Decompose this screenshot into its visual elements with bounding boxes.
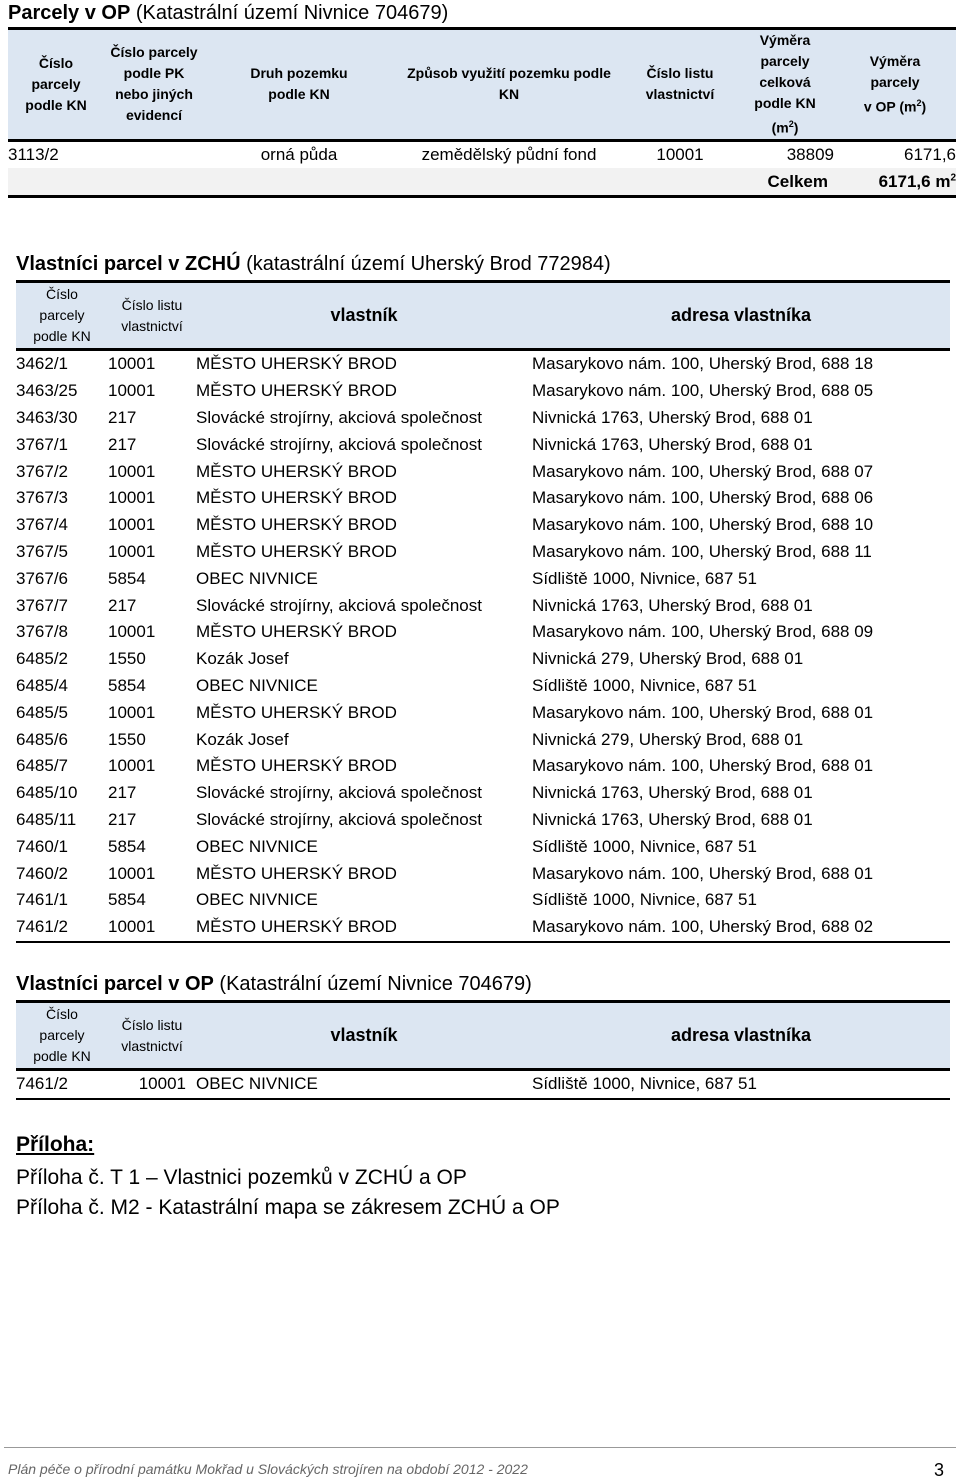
cell-lv: 217 xyxy=(108,595,137,615)
footer-text: Plán péče o přírodní památku Mokřad u Slováckých strojíren na období 2012 - 2022 xyxy=(8,1461,528,1477)
table-row xyxy=(16,914,950,942)
cell-parcel: 3767/5 xyxy=(16,541,68,561)
cell-parcel: 3462/1 xyxy=(16,354,68,374)
op-cell-pk xyxy=(104,140,204,168)
cell-lv: 10001 xyxy=(138,1074,186,1094)
cell-lv: 217 xyxy=(108,434,137,454)
cell-lv: 5854 xyxy=(108,568,146,588)
cell-owner: OBEC NIVNICE xyxy=(196,675,318,695)
cell-address: Nivnická 279, Uherský Brod, 688 01 xyxy=(532,649,804,669)
cell-address: Nivnická 1763, Uherský Brod, 688 01 xyxy=(532,595,813,615)
cell-address: Masarykovo nám. 100, Uherský Brod, 688 01 xyxy=(532,702,874,722)
table-row xyxy=(16,780,950,807)
cell-parcel: 7461/2 xyxy=(16,1074,68,1094)
cell-parcel: 6485/5 xyxy=(16,702,68,722)
cell-address: Nivnická 1763, Uherský Brod, 688 01 xyxy=(532,783,813,803)
cell-lv: 217 xyxy=(108,783,137,803)
footer-divider xyxy=(4,1447,956,1448)
table-row xyxy=(16,860,950,887)
table-row xyxy=(16,350,950,378)
table-row xyxy=(16,431,950,458)
table-row xyxy=(16,1070,950,1099)
cell-lv: 10001 xyxy=(108,622,156,642)
cell-lv: 10001 xyxy=(108,702,156,722)
total-label: Celkem xyxy=(767,171,828,191)
zchu-header-address: adresa vlastníka xyxy=(532,282,950,350)
op-parcels-title xyxy=(8,2,448,25)
cell-lv: 217 xyxy=(108,407,137,427)
op-cell-druh: orná půda xyxy=(260,145,338,165)
cell-owner: MĚSTO UHERSKÝ BROD xyxy=(196,622,397,642)
zchu-owners-title-bold: Vlastníci parcel v ZCHÚ xyxy=(16,253,241,275)
cell-lv: 10001 xyxy=(108,515,156,535)
op-cell-parcel: 3113/2 xyxy=(8,145,59,165)
cell-address: Masarykovo nám. 100, Uherský Brod, 688 07 xyxy=(532,461,874,481)
cell-address: Sídliště 1000, Nivnice, 687 51 xyxy=(532,675,757,695)
op-cell-vymera-op: 6171,6 xyxy=(904,145,956,165)
cell-lv: 10001 xyxy=(108,863,156,883)
cell-owner: MĚSTO UHERSKÝ BROD xyxy=(196,702,397,722)
op-cell-lv: 10001 xyxy=(656,145,704,165)
zchu-owners-table xyxy=(16,280,950,943)
op-owners-table xyxy=(16,1000,950,1100)
appendix-item: Příloha č. T 1 – Vlastnici pozemků v ZCHÚ a OP xyxy=(16,1166,467,1189)
op-header-pk: Číslo parcely podle PK nebo jiných evidencí xyxy=(104,29,204,141)
table-row xyxy=(16,619,950,646)
cell-parcel: 3463/30 xyxy=(16,407,78,427)
cell-address: Masarykovo nám. 100, Uherský Brod, 688 11 xyxy=(532,541,872,561)
cell-owner: OBEC NIVNICE xyxy=(196,836,318,856)
cell-owner: Slovácké strojírny, akciová společnost xyxy=(196,809,482,829)
cell-lv: 10001 xyxy=(108,488,156,508)
cell-parcel: 3767/6 xyxy=(16,568,68,588)
op-owners-title-rest: (Katastrální území Nivnice 704679) xyxy=(213,973,532,995)
cell-owner: Slovácké strojírny, akciová společnost xyxy=(196,434,482,454)
op-header-vyuziti: Způsob využití pozemku podle KN xyxy=(394,29,624,141)
op-parcels-title-rest: (Katastrální území Nivnice 704679) xyxy=(130,2,449,24)
op-cell-vymera-celkova: 38809 xyxy=(786,145,834,165)
cell-address: Nivnická 1763, Uherský Brod, 688 01 xyxy=(532,407,813,427)
cell-address: Masarykovo nám. 100, Uherský Brod, 688 01 xyxy=(532,756,874,776)
cell-parcel: 3767/8 xyxy=(16,622,68,642)
zchu-header-owner: vlastník xyxy=(196,282,532,350)
op-header-lv: Číslo listu vlastnictví xyxy=(624,29,736,141)
cell-parcel: 6485/2 xyxy=(16,649,68,669)
cell-parcel: 7461/2 xyxy=(16,917,68,937)
page-number: 3 xyxy=(934,1460,945,1480)
op-owners-header-owner: vlastník xyxy=(196,1002,532,1070)
op-owners-header-lv: Číslo listu vlastnictví xyxy=(108,1002,196,1070)
cell-address: Nivnická 1763, Uherský Brod, 688 01 xyxy=(532,809,813,829)
cell-parcel: 3463/25 xyxy=(16,381,78,401)
table-row xyxy=(16,699,950,726)
cell-owner: MĚSTO UHERSKÝ BROD xyxy=(196,488,397,508)
cell-lv: 5854 xyxy=(108,890,146,910)
cell-address: Masarykovo nám. 100, Uherský Brod, 688 10 xyxy=(532,515,874,535)
cell-owner: Kozák Josef xyxy=(196,649,289,669)
cell-owner: Slovácké strojírny, akciová společnost xyxy=(196,595,482,615)
cell-parcel: 3767/4 xyxy=(16,515,68,535)
cell-owner: MĚSTO UHERSKÝ BROD xyxy=(196,756,397,776)
cell-owner: MĚSTO UHERSKÝ BROD xyxy=(196,541,397,561)
op-owners-title xyxy=(16,973,532,996)
cell-address: Masarykovo nám. 100, Uherský Brod, 688 06 xyxy=(532,488,874,508)
cell-owner: OBEC NIVNICE xyxy=(196,568,318,588)
cell-owner: MĚSTO UHERSKÝ BROD xyxy=(196,515,397,535)
op-owners-header-address: adresa vlastníka xyxy=(532,1002,950,1070)
cell-parcel: 3767/7 xyxy=(16,595,68,615)
appendix-list xyxy=(16,1163,560,1223)
cell-address: Sídliště 1000, Nivnice, 687 51 xyxy=(532,1074,757,1094)
cell-parcel: 6485/10 xyxy=(16,783,78,803)
total-value: 6171,6 $m^2$ xyxy=(878,171,956,191)
cell-lv: 10001 xyxy=(108,917,156,937)
table-row xyxy=(16,512,950,539)
cell-lv: 10001 xyxy=(108,756,156,776)
cell-lv: 5854 xyxy=(108,675,146,695)
cell-owner: OBEC NIVNICE xyxy=(196,890,318,910)
table-row xyxy=(16,458,950,485)
zchu-header-lv: Číslo listu vlastnictví xyxy=(108,282,196,350)
cell-address: Sídliště 1000, Nivnice, 687 51 xyxy=(532,890,757,910)
table-row xyxy=(16,539,950,566)
cell-lv: 1550 xyxy=(108,649,146,669)
cell-lv: 217 xyxy=(108,809,137,829)
op-owners-title-bold: Vlastníci parcel v OP xyxy=(16,973,214,995)
cell-parcel: 3767/1 xyxy=(16,434,68,454)
op-header-druh: Druh pozemku podle KN xyxy=(204,29,394,141)
cell-lv: 10001 xyxy=(108,541,156,561)
table-row xyxy=(16,833,950,860)
table-row xyxy=(16,807,950,834)
cell-lv: 5854 xyxy=(108,836,146,856)
op-header-vymera-op: Výměra parcely v OP $(m^2)$ xyxy=(834,29,956,141)
table-row xyxy=(16,887,950,914)
table-row xyxy=(8,140,956,168)
op-header-parcel: Číslo parcely podle KN xyxy=(8,29,104,141)
cell-lv: 10001 xyxy=(108,354,156,374)
table-row xyxy=(16,646,950,673)
cell-address: Sídliště 1000, Nivnice, 687 51 xyxy=(532,836,757,856)
cell-parcel: 6485/11 xyxy=(16,809,77,829)
zchu-header-parcel: Číslo parcely podle KN xyxy=(16,282,108,350)
table-row xyxy=(16,592,950,619)
zchu-owners-title xyxy=(16,253,611,276)
cell-lv: 10001 xyxy=(108,461,156,481)
cell-owner: OBEC NIVNICE xyxy=(196,1074,318,1094)
cell-address: Masarykovo nám. 100, Uherský Brod, 688 01 xyxy=(532,863,874,883)
op-cell-vyuziti: zemědělský půdní fond xyxy=(421,145,597,165)
table-row xyxy=(16,726,950,753)
cell-owner: MĚSTO UHERSKÝ BROD xyxy=(196,461,397,481)
op-parcels-title-bold: Parcely v OP xyxy=(8,2,131,24)
op-owners-header-parcel: Číslo parcely podle KN xyxy=(16,1002,108,1070)
cell-owner: MĚSTO UHERSKÝ BROD xyxy=(196,354,397,374)
zchu-owners-title-rest: (katastrální území Uherský Brod 772984) xyxy=(240,253,611,275)
cell-parcel: 6485/7 xyxy=(16,756,68,776)
cell-address: Masarykovo nám. 100, Uherský Brod, 688 09 xyxy=(532,622,874,642)
cell-owner: MĚSTO UHERSKÝ BROD xyxy=(196,863,397,883)
appendix-heading: Příloha: xyxy=(16,1133,95,1156)
cell-address: Masarykovo nám. 100, Uherský Brod, 688 05 xyxy=(532,381,874,401)
table-row xyxy=(16,673,950,700)
cell-parcel: 7460/2 xyxy=(16,863,68,883)
cell-owner: Kozák Josef xyxy=(196,729,289,749)
table-row xyxy=(16,753,950,780)
table-row xyxy=(16,485,950,512)
cell-address: Nivnická 1763, Uherský Brod, 688 01 xyxy=(532,434,813,454)
cell-parcel: 6485/4 xyxy=(16,675,68,695)
cell-parcel: 3767/3 xyxy=(16,488,68,508)
cell-lv: 1550 xyxy=(108,729,146,749)
cell-address: Nivnická 279, Uherský Brod, 688 01 xyxy=(532,729,804,749)
table-row xyxy=(16,405,950,432)
cell-owner: Slovácké strojírny, akciová společnost xyxy=(196,783,482,803)
table-row xyxy=(16,565,950,592)
cell-owner: MĚSTO UHERSKÝ BROD xyxy=(196,381,397,401)
cell-parcel: 3767/2 xyxy=(16,461,68,481)
cell-address: Sídliště 1000, Nivnice, 687 51 xyxy=(532,568,757,588)
appendix-item: Příloha č. M2 - Katastrální mapa se zákresem ZCHÚ a OP xyxy=(16,1196,560,1219)
cell-parcel: 7461/1 xyxy=(16,890,68,910)
cell-parcel: 6485/6 xyxy=(16,729,68,749)
cell-lv: 10001 xyxy=(108,381,156,401)
cell-parcel: 7460/1 xyxy=(16,836,68,856)
cell-owner: Slovácké strojírny, akciová společnost xyxy=(196,407,482,427)
cell-address: Masarykovo nám. 100, Uherský Brod, 688 18 xyxy=(532,354,874,374)
cell-address: Masarykovo nám. 100, Uherský Brod, 688 02 xyxy=(532,917,874,937)
op-header-vymera-celkova: Výměra parcely celková podle KN $(m^2)$ xyxy=(736,29,834,141)
op-parcels-table xyxy=(8,27,956,198)
cell-owner: MĚSTO UHERSKÝ BROD xyxy=(196,917,397,937)
total-row xyxy=(8,168,956,196)
table-row xyxy=(16,378,950,405)
